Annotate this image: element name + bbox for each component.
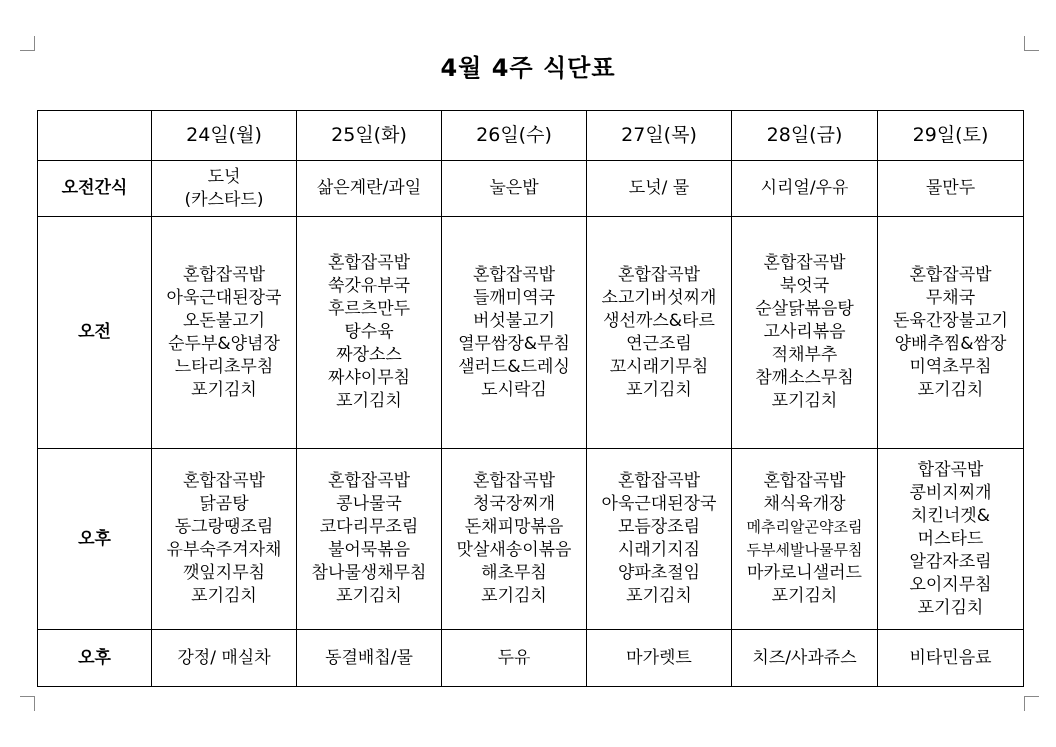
corner-cell [38,111,152,161]
menu-item: 포기김치 [336,391,402,411]
menu-item: 혼합잡곡밥 [763,253,846,273]
menu-item: 포기김치 [917,379,984,400]
menu-item: 혼합잡곡밥 [327,253,411,273]
menu-item: 강정/ 매실차 [177,647,271,668]
meal-cell [297,630,442,687]
menu-item: 동그랑땡조림 [174,517,274,537]
menu-item: 참나물생채무침 [311,563,427,583]
menu-item: 포기김치 [771,586,838,606]
menu-item: 참깨소스무침 [755,368,854,388]
day-header: 26일(수) [442,111,587,161]
day-header: 29일(토) [878,111,1024,161]
day-header: 25일(화) [297,111,442,161]
menu-item: 혼합잡곡밥 [763,471,846,491]
menu-item: 불어묵볶음 [327,540,411,560]
menu-item: 유부숙주겨자채 [166,540,282,560]
menu-item: 포기김치 [191,586,257,606]
menu-item: 무채국 [925,287,976,308]
menu-item: 혼합잡곡밥 [617,264,701,285]
meal-cell [152,217,297,449]
meal-cell [732,217,878,449]
menu-item: 콩비지찌개 [909,482,992,503]
menu-item: 열무쌈장&무침 [458,333,570,354]
meal-cell [587,630,732,687]
menu-item: 모듬장조림 [617,517,701,537]
menu-item: 돈채피망볶음 [464,517,564,537]
row-label: 오전 [38,217,152,449]
menu-item: 버섯불고기 [472,310,556,331]
meal-cell [732,449,878,630]
meal-cell [297,161,442,217]
meal-cell [442,449,587,630]
menu-item: 해초무침 [481,563,547,583]
menu-item: 포기김치 [336,586,402,606]
menu-item: 알감자조림 [909,551,992,572]
meal-cell [878,161,1024,217]
menu-item: 도시락김 [481,379,547,400]
menu-item: 혼합잡곡밥 [182,471,266,491]
menu-item: 혼합잡곡밥 [617,471,701,491]
menu-item: 청국장찌개 [472,494,556,514]
menu-item: 들깨미역국 [472,287,556,308]
meal-cell [152,630,297,687]
menu-item: 양파초절임 [617,563,701,583]
day-header: 24일(월) [152,111,297,161]
menu-item: 코다리무조림 [319,517,419,537]
menu-item: 치즈/사과쥬스 [752,647,857,668]
meal-cell [442,217,587,449]
meal-cell [587,449,732,630]
menu-item: 포기김치 [191,379,257,400]
menu-item: 미역초무침 [909,356,992,377]
menu-item: 두부세발나물무침 [746,541,863,559]
meal-cell [587,217,732,449]
menu-item: 비타민음료 [909,647,992,668]
afternoon-snack-row [38,630,1024,687]
menu-item: 포기김치 [917,597,984,618]
menu-item: 소고기버섯찌개 [601,287,717,308]
day-header: 28일(금) [732,111,878,161]
menu-item: 도넛/ 물 [628,178,690,198]
crop-mark-bottom-right [1024,696,1039,711]
row-label: 오후 [38,630,152,687]
menu-item: 돈육간장불고기 [893,310,1008,331]
menu-item: 연근조림 [626,333,692,354]
menu-item: 혼합잡곡밥 [182,264,266,285]
meal-cell [878,630,1024,687]
menu-item: 샐러드&드레싱 [458,356,570,377]
menu-item: 북엇국 [779,276,830,296]
menu-item: 순두부&양념장 [168,333,280,354]
menu-item: 혼합잡곡밥 [472,471,556,491]
meal-cell [442,161,587,217]
afternoon-meal-row [38,449,1024,630]
menu-item: 삶은계란/과일 [316,178,422,198]
menu-item: 시래기지짐 [617,540,701,560]
menu-item: 물만두 [925,178,976,198]
menu-item: 마카로니샐러드 [747,563,862,583]
meal-cell [732,630,878,687]
meal-cell [152,449,297,630]
meal-cell [878,217,1024,449]
menu-item: 후르츠만두 [327,299,411,319]
menu-item: 포기김치 [626,379,692,400]
morning-meal-row [38,217,1024,449]
menu-item: 혼합잡곡밥 [909,264,992,285]
meal-cell [878,449,1024,630]
row-label: 오후 [38,449,152,630]
menu-item: 꼬시래기무침 [609,356,709,377]
meal-cell [297,217,442,449]
meal-cell [587,161,732,217]
menu-item: 포기김치 [771,391,838,411]
menu-item: 오돈불고기 [182,310,266,331]
meal-cell [152,161,297,217]
menu-item: 아욱근대된장국 [166,287,282,308]
menu-item: 적채부추 [771,345,838,365]
menu-item: 닭곰탕 [199,494,249,514]
menu-item: 치킨너겟& [911,505,990,526]
menu-item: 순살닭볶음탕 [755,299,854,319]
menu-item: 머스타드 [917,528,984,549]
page-title: 4월 4주 식단표 [440,54,616,82]
menu-item: 짜샤이무침 [327,368,411,388]
menu-item: 고사리볶음 [763,322,846,342]
header-row [38,111,1024,161]
meal-cell [442,630,587,687]
menu-item: 아욱근대된장국 [601,494,717,514]
menu-item: 생선까스&타르 [603,310,715,331]
menu-item: 시리얼/우유 [760,178,849,198]
meal-plan-table [37,110,1024,687]
morning-snack-row [38,161,1024,217]
menu-item: 깻잎지무침 [182,563,266,583]
menu-item: 오이지무침 [909,574,992,595]
menu-item: 쑥갓유부국 [327,276,411,296]
menu-item: 합잡곡밥 [917,459,984,480]
menu-item: 눌은밥 [489,178,539,198]
menu-item: 짜장소스 [336,345,402,365]
menu-item: 동결배칩/물 [325,647,413,668]
row-label: 오전간식 [38,161,152,217]
menu-item: 탕수육 [344,322,394,342]
menu-item: 두유 [497,647,531,668]
menu-item: 메추리알곤약조림 [746,518,863,536]
menu-item: 도넛 [207,166,241,187]
menu-item: 콩나물국 [336,494,402,514]
menu-item: 마가렛트 [626,647,692,668]
meal-cell [297,449,442,630]
crop-mark-bottom-left [20,696,35,711]
meal-cell [732,161,878,217]
menu-item: 맛살새송이볶음 [456,540,572,560]
menu-item: 느타리초무침 [174,356,274,377]
menu-item: 포기김치 [481,586,547,606]
menu-item: 채식육개장 [763,494,846,514]
day-header: 27일(목) [587,111,732,161]
menu-item: 혼합잡곡밥 [327,471,411,491]
menu-item: (카스타드) [184,189,264,210]
menu-item: 혼합잡곡밥 [472,264,556,285]
menu-item: 포기김치 [626,586,692,606]
menu-item: 양배추찜&쌈장 [894,333,1007,354]
